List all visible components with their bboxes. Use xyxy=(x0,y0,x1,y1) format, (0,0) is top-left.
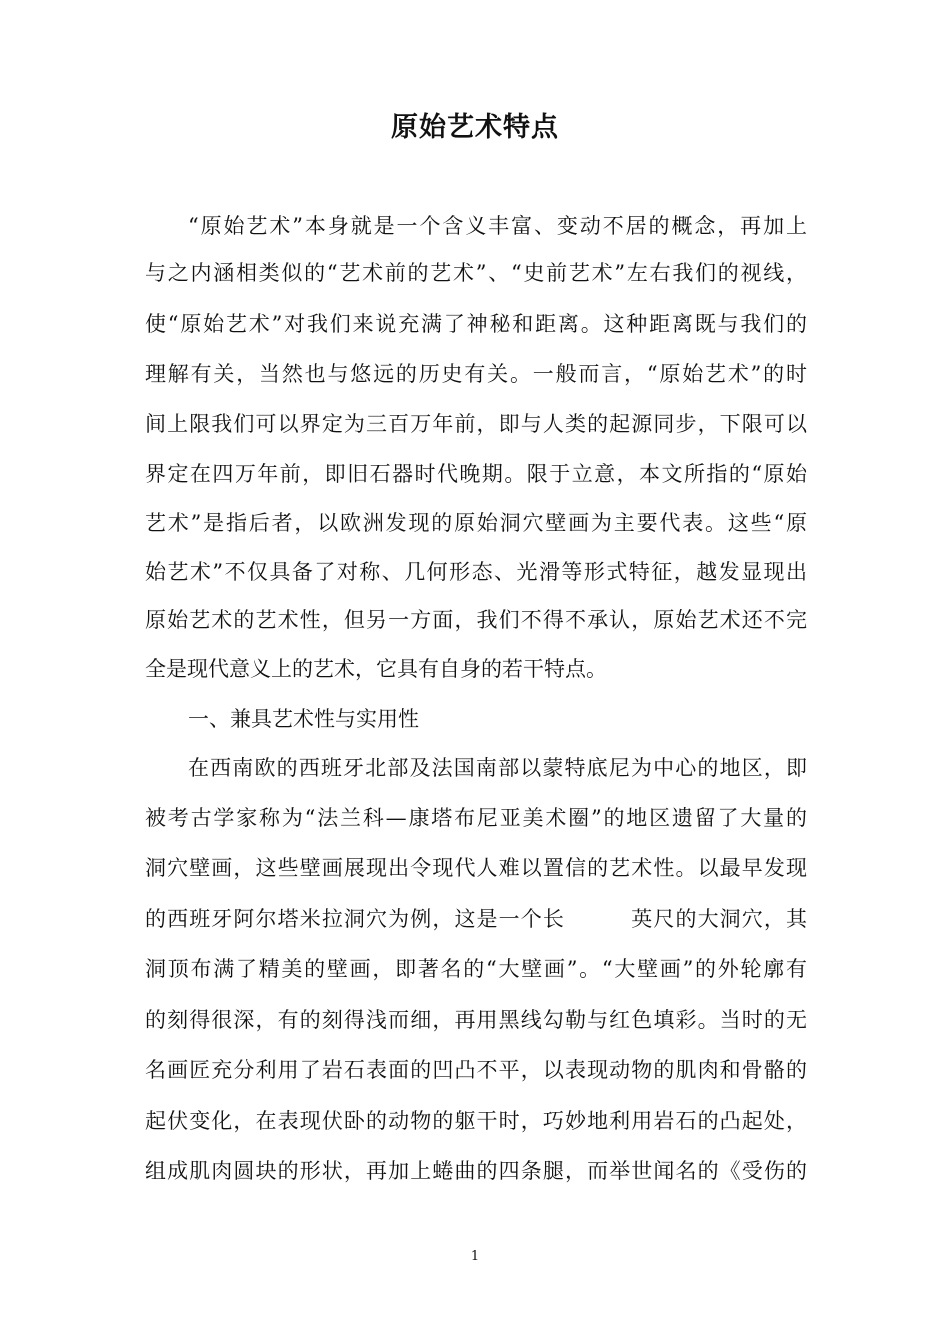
paragraph-line: “原始艺术”本身就是一个含义丰富、变动不居的概念，再加上 xyxy=(188,214,807,238)
paragraph-line: 间上限我们可以界定为三百万年前，即与人类的起源同步，下限可以 xyxy=(145,412,807,436)
page-title: 原始艺术特点 xyxy=(391,112,559,143)
paragraph-line: 界定在四万年前，即旧石器时代晚期。限于立意，本文所指的“原始 xyxy=(145,462,807,486)
paragraph-line: 与之内涵相类似的“艺术前的艺术”、“史前艺术”左右我们的视线， xyxy=(145,261,807,285)
paragraph-line: 的西班牙阿尔塔米拉洞穴为例，这是一个长 英尺的大洞穴，其 xyxy=(145,907,807,931)
paragraph-line: 组成肌肉圆块的形状，再加上蜷曲的四条腿，而举世闻名的《受伤的 xyxy=(145,1159,807,1183)
paragraph-line: 的刻得很深，有的刻得浅而细，再用黑线勾勒与红色填彩。当时的无 xyxy=(145,1008,807,1032)
paragraph-line: 被考古学家称为“法兰科—康塔布尼亚美术圈”的地区遗留了大量的 xyxy=(145,806,807,830)
paragraph-line: 名画匠充分利用了岩石表面的凹凸不平，以表现动物的肌肉和骨骼的 xyxy=(145,1058,807,1082)
paragraph-line: 起伏变化，在表现伏卧的动物的躯干时，巧妙地利用岩石的凸起处， xyxy=(145,1109,807,1133)
paragraph-line: 洞顶布满了精美的壁画，即著名的“大壁画”。“大壁画”的外轮廓有 xyxy=(145,957,807,981)
paragraph-line: 洞穴壁画，这些壁画展现出令现代人难以置信的艺术性。以最早发现 xyxy=(145,856,807,880)
paragraph-line: 在西南欧的西班牙北部及法国南部以蒙特底尼为中心的地区，即 xyxy=(188,756,807,780)
section-heading: 一、兼具艺术性与实用性 xyxy=(188,707,419,731)
paragraph-line: 使“原始艺术”对我们来说充满了神秘和距离。这种距离既与我们的 xyxy=(145,312,807,336)
paragraph-line: 全是现代意义上的艺术，它具有自身的若干特点。 xyxy=(145,657,607,681)
paragraph-line: 艺术”是指后者，以欧洲发现的原始洞穴壁画为主要代表。这些“原 xyxy=(145,511,807,535)
paragraph-line: 理解有关，当然也与悠远的历史有关。一般而言，“原始艺术”的时 xyxy=(145,362,807,386)
paragraph-line: 始艺术”不仅具备了对称、几何形态、光滑等形式特征，越发显现出 xyxy=(145,560,807,584)
page-number: 1 xyxy=(470,1249,480,1264)
paragraph-line: 原始艺术的艺术性，但另一方面，我们不得不承认，原始艺术还不完 xyxy=(145,608,807,632)
